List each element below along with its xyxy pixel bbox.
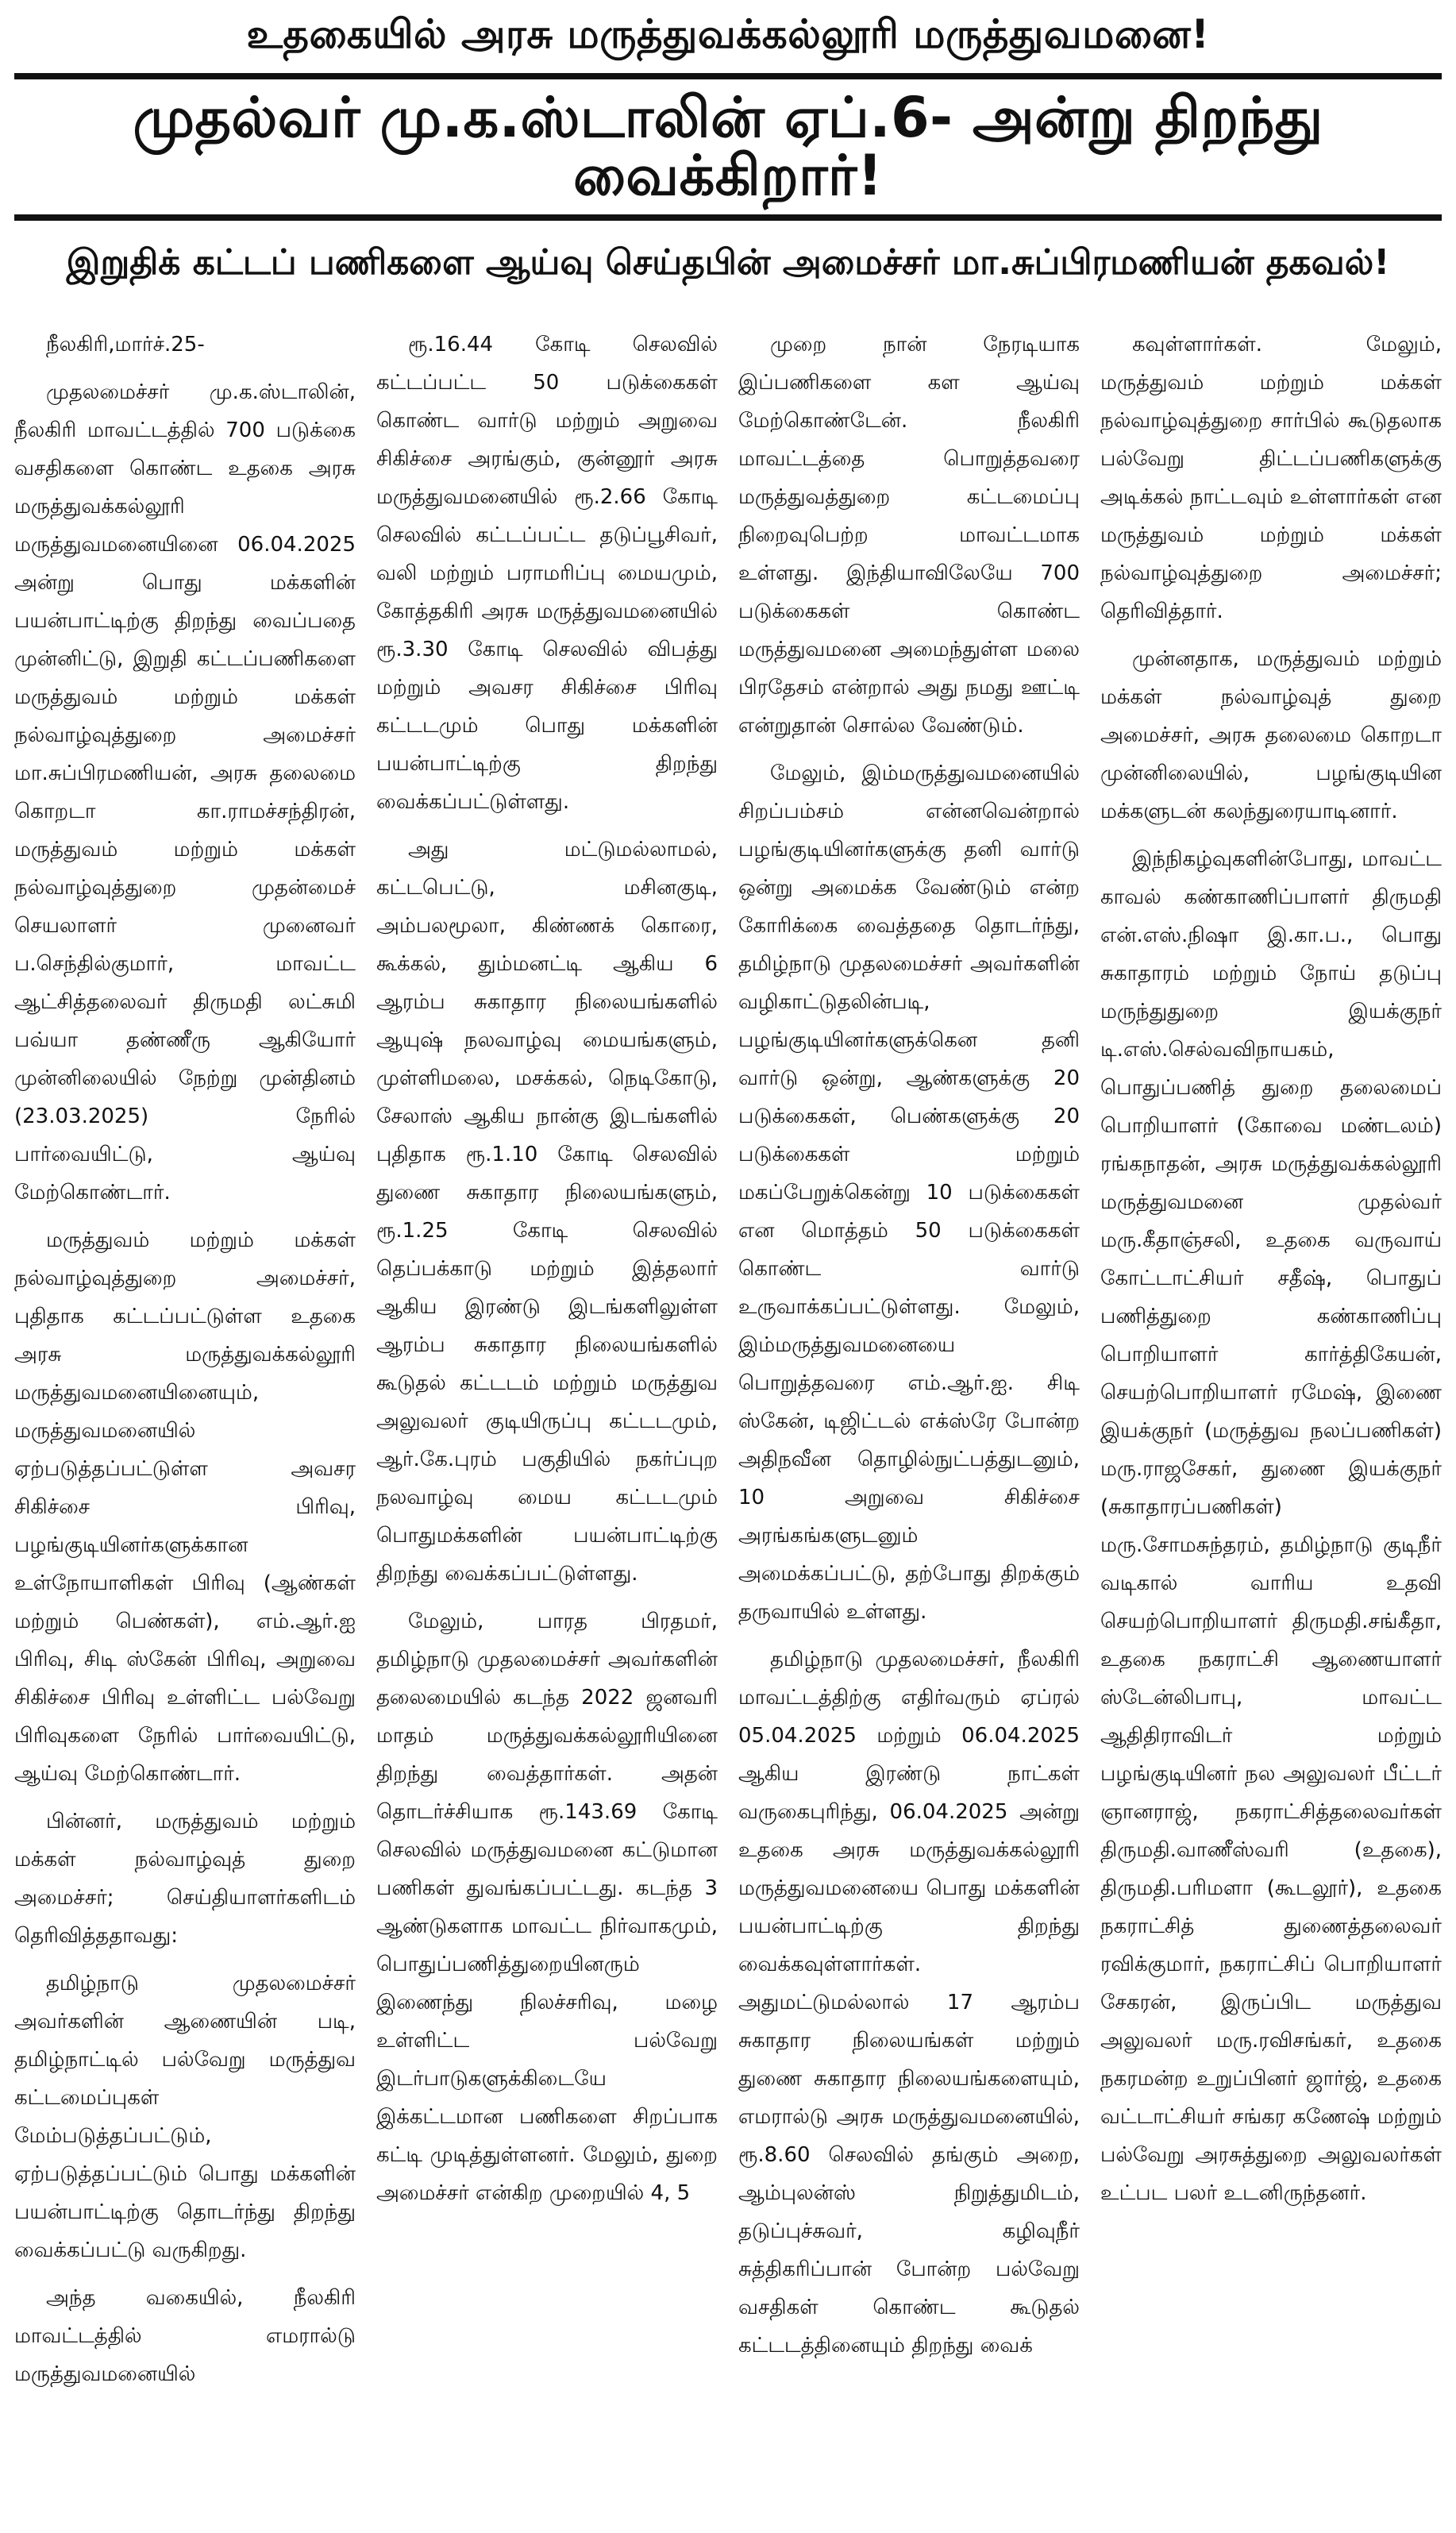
paragraph: ரூ.16.44 கோடி செலவில் கட்டப்பட்ட 50 படுக்கைகள் கொண்ட வார்டு மற்றும் அறுவை சிகிச்சை அரங்கும், குன்னூர் அரசு மருத்துவமனையில் ரூ.2.66 கோடி செலவில் கட்டப்பட்ட தடுப்பூசிவர், வலி மற்றும் பராமரிப்பு மையமும், கோத்தகிரி அரசு மருத்துவமனையில் ரூ.3.30 கோடி செலவில் விபத்து மற்றும் அவசர சிகிச்சை பிரிவு கட்டடமும் பொது மக்களின் பயன்பாட்டிற்கு திறந்து வைக்கப்பட்டுள்ளது. xyxy=(376,333,718,814)
kicker-headline: உதகையில் அரசு மருத்துவக்கல்லூரி மருத்துவமனை! xyxy=(246,10,1210,57)
paragraph: முறை நான் நேரடியாக இப்பணிகளை கள ஆய்வு மேற்கொண்டேன். நீலகிரி மாவட்டத்தை பொறுத்தவரை மருத்துவத்துறை கட்டமைப்பு நிறைவுபெற்ற மாவட்டமாக உள்ளது. இந்தியாவிலேயே 700 படுக்கைகள் கொண்ட மருத்துவமனை அமைந்துள்ள மலை பிரதேசம் என்றால் அது நமது ஊட்டி என்றுதான் சொல்ல வேண்டும். xyxy=(738,333,1080,738)
paragraph: முன்னதாக, மருத்துவம் மற்றும் மக்கள் நல்வாழ்வுத் துறை அமைச்சர், அரசு தலைமை கொறடா முன்னிலையில், பழங்குடியின மக்களுடன் கலந்துரையாடினார். xyxy=(1100,647,1442,823)
article-columns xyxy=(14,326,1442,2527)
column-4 xyxy=(1100,326,1442,2527)
top-rule xyxy=(14,73,1442,79)
sub-headline: இறுதிக் கட்டப் பணிகளை ஆய்வு செய்தபின் அமைச்சர் மா.சுப்பிரமணியன் தகவல்! xyxy=(66,241,1390,283)
column-2 xyxy=(376,326,718,2527)
paragraph: மேலும், பாரத பிரதமர், தமிழ்நாடு முதலமைச்சர் அவர்களின் தலைமையில் கடந்த 2022 ஜனவரி மாதம் மருத்துவக்கல்லூரியினை திறந்து வைத்தார்கள். அதன் தொடர்ச்சியாக ரூ.143.69 கோடி செலவில் மருத்துவமனை கட்டுமான பணிகள் துவங்கப்பட்டது. கடந்த 3 ஆண்டுகளாக மாவட்ட நிர்வாகமும், பொதுப்பணித்துறையினரும் இணைந்து நிலச்சரிவு, மழை உள்ளிட்ட பல்வேறு இடர்பாடுகளுக்கிடையே இக்கட்டமான பணிகளை சிறப்பாக கட்டி முடித்துள்ளனர். மேலும், துறை அமைச்சர் என்கிற முறையில் 4, 5 xyxy=(376,1610,718,2205)
column-3 xyxy=(738,326,1080,2527)
paragraph: இந்நிகழ்வுகளின்போது, மாவட்ட காவல் கண்காணிப்பாளர் திருமதி என்.எஸ்.நிஷா இ.கா.ப., பொது சுகாதாரம் மற்றும் நோய் தடுப்பு மருந்துதுறை இயக்குநர் டி.எஸ்.செல்வவிநாயகம், பொதுப்பணித் துறை தலைமைப் பொறியாளர் (கோவை மண்டலம்) ரங்கநாதன், அரசு மருத்துவக்கல்லூரி மருத்துவமனை முதல்வர் மரு.கீதாஞ்சலி, உதகை வருவாய் கோட்டாட்சியர் சதீஷ், பொதுப் பணித்துறை கண்காணிப்பு பொறியாளர் கார்த்திகேயன், செயற்பொறியாளர் ரமேஷ், இணை இயக்குநர் (மருத்துவ நலப்பணிகள்) மரு.ராஜசேகர், துணை இயக்குநர் (சுகாதாரப்பணிகள்) மரு.சோமசுந்தரம், தமிழ்நாடு குடிநீர் வடிகால் வாரிய உதவி செயற்பொறியாளர் திருமதி.சங்கீதா, உதகை நகராட்சி ஆணையாளர் ஸ்டேன்லிபாபு, மாவட்ட ஆதிதிராவிடர் மற்றும் பழங்குடியினர் நல அலுவலர் பீட்டர் ஞானராஜ், நகராட்சித்தலைவர்கள் திருமதி.வாணீஸ்வரி (உதகை), திருமதி.பரிமளா (கூடலூர்), உதகை நகராட்சித் துணைத்தலைவர் ரவிக்குமார், நகராட்சிப் பொறியாளர் சேகரன், இருப்பிட மருத்துவ அலுவலர் மரு.ரவிசங்கர், உதகை நகரமன்ற உறுப்பினர் ஜார்ஜ், உதகை வட்டாட்சியர் சங்கர கணேஷ் மற்றும் பல்வேறு அரசுத்துறை அலுவலர்கள் உட்பட பலர் உடனிருந்தனர். xyxy=(1100,847,1442,2205)
paragraph: தமிழ்நாடு முதலமைச்சர் அவர்களின் ஆணையின் படி, தமிழ்நாட்டில் பல்வேறு மருத்துவ கட்டமைப்புகள் மேம்படுத்தப்பட்டும், ஏற்படுத்தப்பட்டும் பொது மக்களின் பயன்பாட்டிற்கு தொடர்ந்து திறந்து வைக்கப்பட்டு வருகிறது. xyxy=(14,1972,356,2262)
paragraph: பின்னர், மருத்துவம் மற்றும் மக்கள் நல்வாழ்வுத் துறை அமைச்சர்; செய்தியாளர்களிடம் தெரிவித்ததாவது: xyxy=(14,1810,356,1948)
paragraph: முதலமைச்சர் மு.க.ஸ்டாலின், நீலகிரி மாவட்டத்தில் 700 படுக்கை வசதிகளை கொண்ட உதகை அரசு மருத்துவக்கல்லூரி மருத்துவமனையினை 06.04.2025 அன்று பொது மக்களின் பயன்பாட்டிற்கு திறந்து வைப்பதை முன்னிட்டு, இறுதி கட்டப்பணிகளை மருத்துவம் மற்றும் மக்கள் நல்வாழ்வுத்துறை அமைச்சர் மா.சுப்பிரமணியன், அரசு தலைமை கொறடா கா.ராமச்சந்திரன், மருத்துவம் மற்றும் மக்கள் நல்வாழ்வுத்துறை முதன்மைச் செயலாளர் முனைவர் ப.செந்தில்குமார், மாவட்ட ஆட்சித்தலைவர் திருமதி லட்சுமி பவ்யா தண்ணீரு ஆகியோர் முன்னிலையில் நேற்று முன்தினம் (23.03.2025) நேரில் பார்வையிட்டு, ஆய்வு மேற்கொண்டார். xyxy=(14,380,356,1205)
paragraph: மருத்துவம் மற்றும் மக்கள் நல்வாழ்வுத்துறை அமைச்சர், புதிதாக கட்டப்பட்டுள்ள உதகை அரசு மருத்துவக்கல்லூரி மருத்துவமனையினையும், மருத்துவமனையில் ஏற்படுத்தப்பட்டுள்ள அவசர சிகிச்சை பிரிவு, பழங்குடியினர்களுக்கான உள்நோயாளிகள் பிரிவு (ஆண்கள் மற்றும் பெண்கள்), எம்.ஆர்.ஐ பிரிவு, சிடி ஸ்கேன் பிரிவு, அறுவை சிகிச்சை பிரிவு உள்ளிட்ட பல்வேறு பிரிவுகளை நேரில் பார்வையிட்டு, ஆய்வு மேற்கொண்டார். xyxy=(14,1228,356,1786)
paragraph: கவுள்ளார்கள். மேலும், மருத்துவம் மற்றும் மக்கள் நல்வாழ்வுத்துறை சார்பில் கூடுதலாக பல்வேறு திட்டப்பணிகளுக்கு அடிக்கல் நாட்டவும் உள்ளார்கள் என மருத்துவம் மற்றும் மக்கள் நல்வாழ்வுத்துறை அமைச்சர்; தெரிவித்தார். xyxy=(1100,333,1442,623)
middle-rule xyxy=(14,214,1442,221)
dateline: நீலகிரி,மார்ச்.25- xyxy=(46,333,205,357)
column-1 xyxy=(14,326,356,2527)
paragraph: மேலும், இம்மருத்துவமனையில் சிறப்பம்சம் என்னவென்றால் பழங்குடியினர்களுக்கு தனி வார்டு ஒன்று அமைக்க வேண்டும் என்ற கோரிக்கை வைத்ததை தொடர்ந்து, தமிழ்நாடு முதலமைச்சர் அவர்களின் வழிகாட்டுதலின்படி, பழங்குடியினர்களுக்கென தனி வார்டு ஒன்று, ஆண்களுக்கு 20 படுக்கைகள், பெண்களுக்கு 20 படுக்கைகள் மற்றும் மகப்பேறுக்கென்று 10 படுக்கைகள் என மொத்தம் 50 படுக்கைகள் கொண்ட வார்டு உருவாக்கப்பட்டுள்ளது. மேலும், இம்மருத்துவமனையை பொறுத்தவரை எம்.ஆர்.ஐ. சிடி ஸ்கேன், டிஜிட்டல் எக்ஸ்ரே போன்ற அதிநவீன தொழில்நுட்பத்துடனும், 10 அறுவை சிகிச்சை அரங்கங்களுடனும் அமைக்கப்பட்டு, தற்போது திறக்கும் தருவாயில் உள்ளது. xyxy=(738,761,1080,1624)
paragraph: அது மட்டுமல்லாமல், கட்டபெட்டு, மசினகுடி, அம்பலமூலா, கிண்ணக் கொரை, கூக்கல், தும்மனட்டி ஆகிய 6 ஆரம்ப சுகாதார நிலையங்களில் ஆயுஷ் நலவாழ்வு மையங்களும், முள்ளிமலை, மசக்கல், நெடிகோடு, சேலாஸ் ஆகிய நான்கு இடங்களில் புதிதாக ரூ.1.10 கோடி செலவில் துணை சுகாதார நிலையங்களும், ரூ.1.25 கோடி செலவில் தெப்பக்காடு மற்றும் இத்தலார் ஆகிய இரண்டு இடங்களிலுள்ள ஆரம்ப சுகாதார நிலையங்களில் கூடுதல் கட்டடம் மற்றும் மருத்துவ அலுவலர் குடியிருப்பு கட்டடமும், ஆர்.கே.புரம் பகுதியில் நகர்ப்புற நலவாழ்வு மைய கட்டடமும் பொதுமக்களின் பயன்பாட்டிற்கு திறந்து வைக்கப்பட்டுள்ளது. xyxy=(376,838,718,1586)
paragraph: அந்த வகையில், நீலகிரி மாவட்டத்தில் எமரால்டு மருத்துவமனையில் xyxy=(14,2286,356,2386)
main-headline: முதல்வர் மு.க.ஸ்டாலின் ஏப்.6- அன்று திறந்து வைக்கிறார்! xyxy=(133,84,1323,208)
paragraph: தமிழ்நாடு முதலமைச்சர், நீலகிரி மாவட்டத்திற்கு எதிர்வரும் ஏப்ரல் 05.04.2025 மற்றும் 06.04.2025 ஆகிய இரண்டு நாட்கள் வருகைபுரிந்து, 06.04.2025 அன்று உதகை அரசு மருத்துவக்கல்லூரி மருத்துவமனையை பொது மக்களின் பயன்பாட்டிற்கு திறந்து வைக்கவுள்ளார்கள். அதுமட்டுமல்லால் 17 ஆரம்ப சுகாதார நிலையங்கள் மற்றும் துணை சுகாதார நிலையங்களையும், எமரால்டு அரசு மருத்துவமனையில், ரூ.8.60 செலவில் தங்கும் அறை, ஆம்புலன்ஸ் நிறுத்துமிடம், தடுப்புச்சுவர், கழிவுநீர் சுத்திகரிப்பான் போன்ற பல்வேறு வசதிகள் கொண்ட கூடுதல் கட்டடத்தினையும் திறந்து வைக் xyxy=(738,1648,1080,2358)
